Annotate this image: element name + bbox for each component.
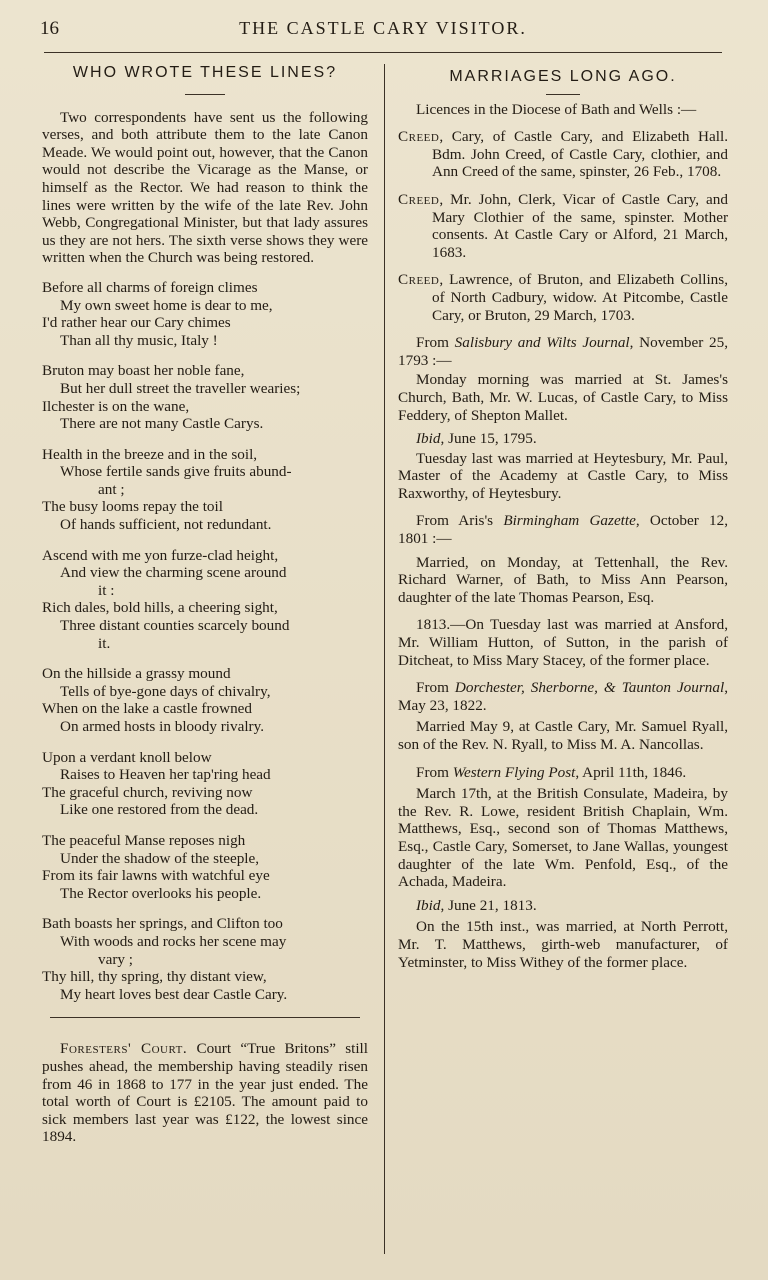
page-header (38, 16, 728, 44)
marriage-notice: Monday morning was married at St. James's Church, Bath, Mr. W. Lucas, of Castle Cary, to Miss Feddery, of Shepton Mallet. (398, 371, 728, 424)
verse-line: On armed hosts in bloody rivalry. (60, 718, 265, 735)
verse-line: Than all thy music, Italy ! (60, 331, 218, 349)
source-prefix: From (416, 763, 453, 781)
marriage-notice: March 17th, at the British Consulate, Madeira, by the Rev. R. Lowe, resident British Chaplain, Wm. Matthews, Esq., second son of Thomas Matthews, Esq., Castle Cary, Somerset, to Jane Wallas, youngest daughter of the late Wm. Penfold, Esq., of the Achada, Madeira. (398, 785, 728, 891)
source-date: , May 23, 1822. (398, 679, 728, 714)
verse-line: On the hillside a grassy mound (42, 665, 231, 683)
verse-line: Raises to Heaven her tap'ring head (60, 766, 271, 784)
running-title: THE CASTLE CARY VISITOR. (239, 18, 527, 38)
verse-line: And view the charming scene around (60, 564, 287, 582)
verse-line: Ilchester is on the wane, (42, 397, 190, 415)
entry-surname: Creed (398, 128, 440, 146)
source-line (398, 512, 728, 547)
verse-line: My own sweet home is dear to me, (60, 296, 273, 314)
source-line (398, 764, 728, 782)
entry-text: , Lawrence, of Bruton, and Elizabeth Collins, of North Cadbury, widow. At Pitcombe, Castle Cary, or Bruton, 29 March, 1703. (432, 271, 728, 324)
source-title: Western Flying Post (452, 763, 576, 781)
stanza (42, 832, 368, 902)
entry-surname: Creed (398, 271, 440, 289)
verse-line: Bruton may boast her noble fane, (42, 362, 245, 380)
verse-line: Health in the breeze and in the soil, (42, 445, 258, 463)
verse-line: But her dull street the traveller wearies; (60, 379, 301, 397)
entry-surname: Creed (398, 190, 440, 208)
heading-rule (185, 94, 225, 95)
stanza (42, 665, 368, 735)
stanza (42, 362, 368, 432)
stanza (42, 547, 368, 653)
verse-line: ant ; (98, 480, 125, 498)
verse-line: Bath boasts her springs, and Clifton too (42, 915, 283, 933)
verse-line: Tells of bye-gone days of chivalry, (60, 682, 271, 700)
source-prefix: From (416, 679, 455, 697)
poem-heading: WHO WROTE THESE LINES? (72, 64, 338, 81)
verse-line: it. (98, 634, 111, 652)
verse-line: Whose fertile sands give fruits abund- (60, 463, 292, 481)
ibid-word: Ibid (416, 430, 441, 448)
source-date: , November 25, 1793 :— (398, 334, 728, 369)
source-title: Dorchester, Sherborne, & Taunton Journal (454, 679, 725, 697)
source-date: , April 11th, 1846. (575, 763, 687, 781)
heading-rule (546, 94, 580, 95)
section-rule (50, 1017, 360, 1018)
verse-line: Upon a verdant knoll below (42, 748, 212, 766)
verse-line: Ascend with me yon furze-clad height, (42, 546, 279, 564)
verse-line: When on the lake a castle frowned (42, 700, 252, 718)
left-column (42, 60, 368, 1146)
poem (42, 279, 368, 1003)
marriage-notice: On the 15th inst., was married, at North Perrott, Mr. T. Matthews, girth-web manufacturer, of Yetminster, to Miss Withey of the former place. (398, 918, 728, 971)
licence-entry (398, 191, 728, 261)
source-prefix: From Aris's (416, 512, 504, 530)
verse-line: The peaceful Manse reposes nigh (42, 831, 246, 849)
stanza (42, 279, 368, 349)
entry-text: , Cary, of Castle Cary, and Elizabeth Hall. Bdm. John Creed, of Castle Cary, clothier, and Ann Creed of the same, spinster, 26 Feb., 1708. (432, 128, 728, 181)
ibid-word: Ibid (416, 896, 441, 914)
verse-line: The graceful church, reviving now (42, 783, 253, 801)
source-line (398, 334, 728, 369)
source-title: Salisbury and Wilts Journal (454, 334, 630, 352)
foresters-text: Court “True Britons” still pushes ahead, the membership having steadily risen from 46 in 1868 to 177 in the year just ended. The total worth of Court is £2105. The amount paid to sick members last year was £122, the lowest since 1894. (42, 1040, 368, 1146)
verse-line: Before all charms of foreign climes (42, 278, 258, 296)
verse-line: There are not many Castle Carys. (60, 415, 264, 433)
verse-line: My heart loves best dear Castle Cary. (60, 985, 288, 1003)
verse-line: vary ; (98, 950, 134, 968)
ibid-date: , June 15, 1795. (440, 430, 537, 448)
source-date: , October 12, 1801 :— (398, 512, 728, 548)
column-divider (384, 64, 385, 1254)
licence-entry (398, 271, 728, 324)
verse-line: I'd rather hear our Cary chimes (42, 314, 231, 332)
header-rule (44, 52, 722, 53)
stanza (42, 446, 368, 534)
source-line (398, 679, 728, 714)
licence-entry (398, 128, 728, 181)
verse-line: Like one restored from the dead. (60, 801, 259, 819)
ibid-date: , June 21, 1813. (440, 896, 537, 914)
stanza (42, 915, 368, 1003)
verse-line: The Rector overlooks his people. (60, 884, 262, 902)
right-column (398, 60, 728, 971)
marriage-notice: Married, on Monday, at Tettenhall, the Rev. Richard Warner, of Bath, to Miss Ann Pearson, daughter of the late Thomas Pearson, Esq. (398, 553, 728, 606)
ibid-line (398, 897, 728, 915)
marriage-notice: Married May 9, at Castle Cary, Mr. Samuel Ryall, son of the Rev. N. Ryall, to Miss M. A. Nancollas. (398, 718, 728, 753)
verse-line: it : (98, 581, 115, 599)
verse-line: With woods and rocks her scene may (60, 932, 287, 950)
stanza (42, 749, 368, 819)
ibid-line (398, 430, 728, 448)
verse-line: From its fair lawns with watchful eye (42, 867, 270, 885)
verse-line: Three distant counties scarcely bound (60, 617, 290, 635)
foresters-lead: Foresters' Court. (60, 1040, 188, 1058)
verse-line: The busy looms repay the toil (42, 498, 223, 516)
entry-text: , Mr. John, Clerk, Vicar of Castle Cary, and Mary Clothier of the same, spinster. Mother consents. At Castle Cary or Alford, 21 March, 1683. (432, 190, 728, 261)
marriage-notice: Tuesday last was married at Heytesbury, Mr. Paul, Master of the Academy at Castle Cary, to Miss Raxworthy, of Heytesbury. (398, 449, 728, 502)
marriages-heading: MARRIAGES LONG AGO. (449, 68, 677, 85)
verse-line: Under the shadow of the steeple, (60, 849, 260, 867)
licences-intro: Licences in the Diocese of Bath and Wells :— (416, 100, 697, 118)
foresters-note (42, 1040, 368, 1146)
verse-line: Thy hill, thy spring, thy distant view, (42, 968, 267, 986)
marriage-notice: 1813.—On Tuesday last was married at Ansford, Mr. William Hutton, of Sutton, in the parish of Ditcheat, to Miss Mary Stacey, of the former place. (398, 616, 728, 669)
verse-line: Rich dales, bold hills, a cheering sight, (42, 599, 278, 617)
poem-intro: Two correspondents have sent us the following verses, and both attribute them to the late Canon Meade. We would point out, however, that the Canon would not describe the Vicarage as the Manse, or himself as the Rector. We had reason to think the lines were written by the wife of the late Rev. John Webb, Congregational Minister, but that lady assures us they are not hers. The sixth verse shows they were written when the Church was being restored. (42, 108, 368, 267)
verse-line: Of hands sufficient, not redundant. (60, 516, 272, 534)
source-prefix: From (416, 334, 455, 352)
page-number: 16 (40, 18, 59, 39)
source-title: Birmingham Gazette (503, 512, 636, 530)
